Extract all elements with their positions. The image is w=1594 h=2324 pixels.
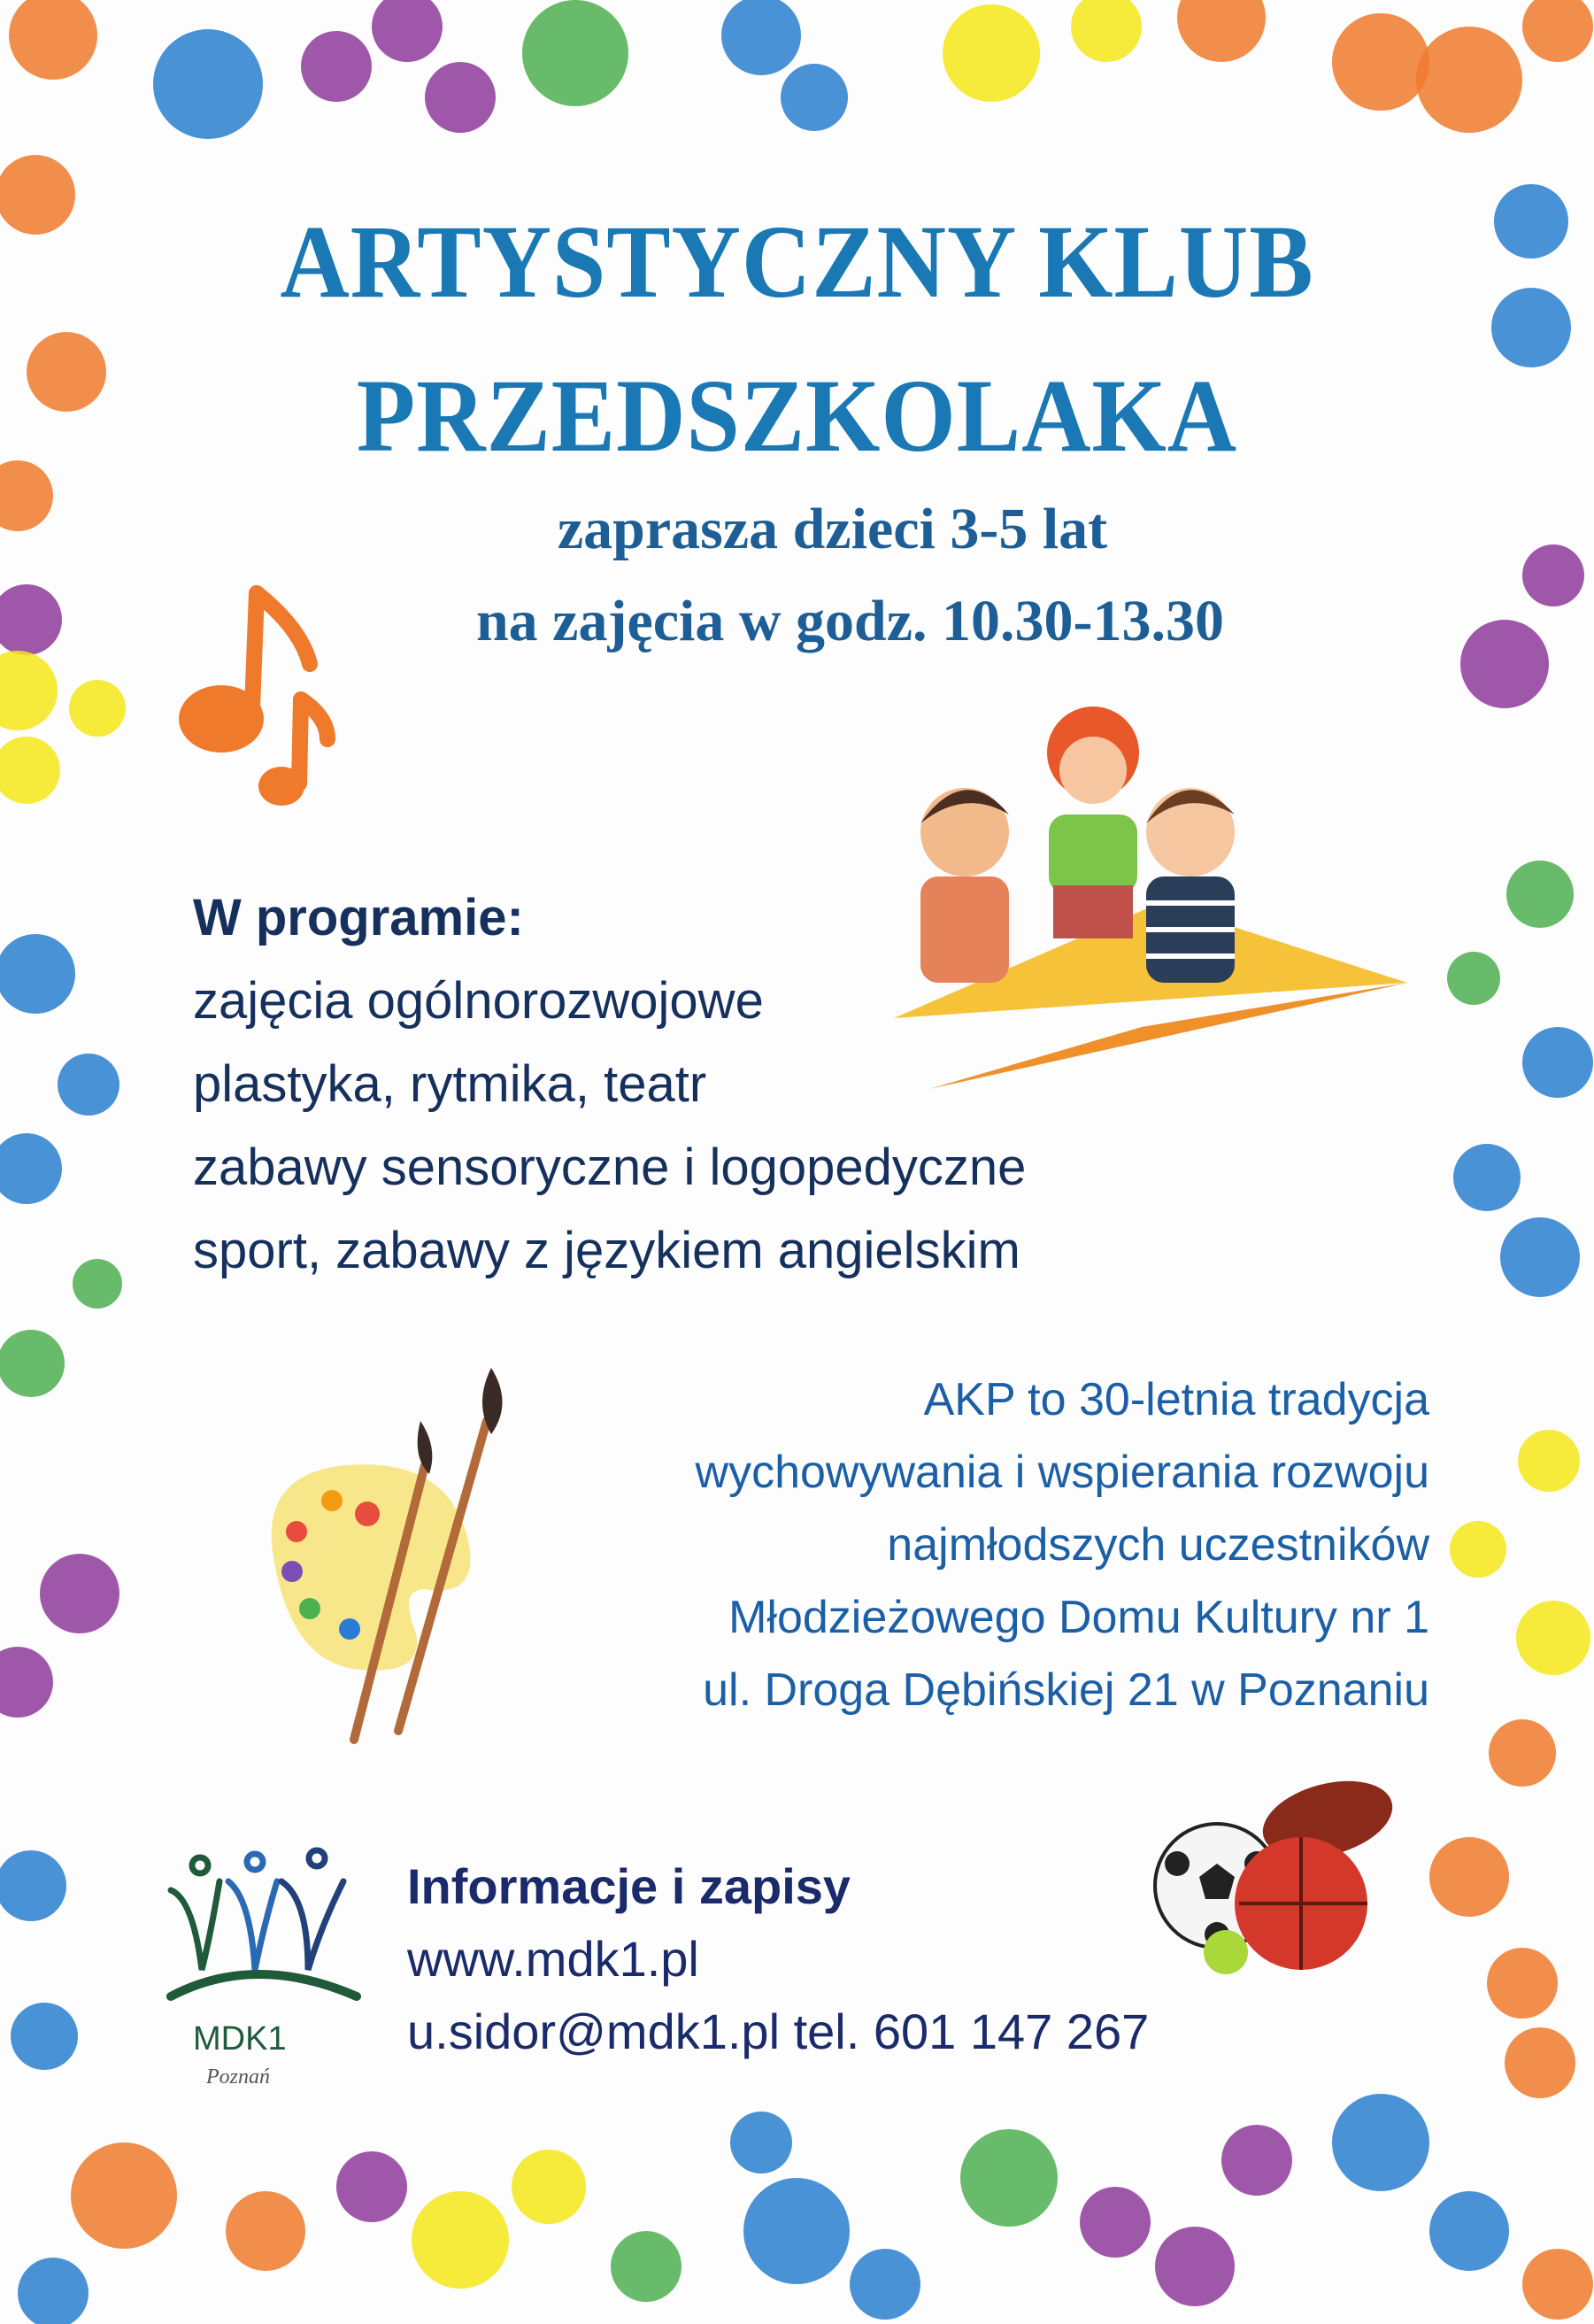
decorative-dot bbox=[1516, 1601, 1590, 1675]
program-item: zabawy sensoryczne i logopedyczne bbox=[193, 1139, 1027, 1196]
logo-city: Poznań bbox=[206, 2065, 270, 2089]
decorative-dot bbox=[1453, 1144, 1521, 1211]
decorative-dot bbox=[1518, 1430, 1580, 1492]
decorative-dot bbox=[11, 2003, 78, 2070]
decorative-dot bbox=[1155, 2227, 1235, 2306]
decorative-dot bbox=[1429, 1837, 1509, 1917]
program-heading: W programie: bbox=[193, 889, 524, 946]
about-line: ul. Droga Dębińskiej 21 w Poznaniu bbox=[703, 1664, 1429, 1716]
decorative-dot bbox=[1506, 861, 1574, 928]
decorative-dot bbox=[1500, 1217, 1580, 1297]
about-line: wychowywania i wspierania rozwoju bbox=[695, 1447, 1429, 1498]
decorative-dot bbox=[512, 2150, 586, 2224]
subtitle-line-1: zaprasza dzieci 3-5 lat bbox=[557, 497, 1108, 561]
decorative-dot bbox=[1489, 1719, 1556, 1787]
decorative-dot bbox=[943, 4, 1040, 102]
decorative-dot bbox=[0, 1133, 62, 1204]
mdk1-logo bbox=[166, 1846, 370, 2094]
decorative-dot bbox=[1221, 2125, 1292, 2196]
decorative-dot bbox=[1447, 952, 1500, 1005]
decorative-dot bbox=[611, 2231, 681, 2302]
decorative-dot bbox=[1429, 2191, 1509, 2271]
decorative-dot bbox=[730, 2112, 792, 2173]
website-link[interactable]: www.mdk1.pl bbox=[407, 1931, 699, 1987]
title-line-2: PRZEDSZKOLAKA bbox=[356, 358, 1238, 474]
about-line: Młodzieżowego Domu Kultury nr 1 bbox=[728, 1592, 1429, 1643]
decorative-dot bbox=[0, 1647, 53, 1718]
decorative-dot bbox=[1080, 2187, 1151, 2258]
decorative-dot bbox=[781, 64, 848, 131]
decorative-dot bbox=[850, 2249, 920, 2320]
decorative-dot bbox=[1177, 0, 1266, 62]
decorative-dot bbox=[1522, 1027, 1593, 1098]
title-line-1: ARTYSTYCZNY KLUB bbox=[280, 204, 1314, 320]
about-section bbox=[696, 1363, 1429, 1726]
decorative-dot bbox=[1505, 2027, 1575, 2098]
program-item: sport, zabawy z językiem angielskim bbox=[193, 1222, 1020, 1279]
decorative-dot bbox=[301, 31, 372, 102]
decorative-dot bbox=[0, 934, 75, 1014]
decorative-dot bbox=[71, 2143, 177, 2249]
program-item: plastyka, rytmika, teatr bbox=[193, 1055, 707, 1113]
decorative-dot bbox=[743, 2178, 850, 2284]
decorative-dot bbox=[9, 0, 97, 80]
decorative-dot bbox=[522, 0, 628, 106]
decorative-dot bbox=[69, 680, 126, 737]
decorative-dot bbox=[721, 0, 801, 75]
decorative-dot bbox=[1416, 27, 1522, 133]
decorative-dot bbox=[372, 0, 443, 62]
program-section bbox=[193, 876, 1026, 1293]
program-item: zajęcia ogólnorozwojowe bbox=[193, 972, 764, 1030]
logo-text: MDK1 bbox=[193, 2020, 287, 2058]
decorative-dot bbox=[1522, 0, 1593, 62]
decorative-dot bbox=[58, 1054, 119, 1116]
contact-heading: Informacje i zapisy bbox=[407, 1858, 851, 1914]
decorative-dot bbox=[412, 2191, 509, 2289]
paint-palette-icon bbox=[248, 1368, 531, 1749]
subtitle-line-2: na zajęcia w godz. 10.30-13.30 bbox=[475, 589, 1225, 653]
decorative-dot bbox=[153, 29, 263, 139]
decorative-dot bbox=[0, 1330, 65, 1397]
decorative-dot bbox=[425, 62, 496, 133]
decorative-dot bbox=[1332, 2094, 1429, 2191]
decorative-dot bbox=[960, 2129, 1058, 2227]
decorative-dot bbox=[1071, 0, 1142, 62]
decorative-dot bbox=[73, 1259, 122, 1309]
decorative-dot bbox=[226, 2191, 305, 2271]
sports-balls-illustration bbox=[1151, 1775, 1416, 1988]
about-line: najmłodszych uczestników bbox=[887, 1519, 1429, 1571]
decorative-dot bbox=[0, 1850, 66, 1921]
email-phone[interactable]: u.sidor@mdk1.pl tel. 601 147 267 bbox=[407, 2004, 1150, 2059]
decorative-dot bbox=[1487, 1948, 1558, 2019]
decorative-dot bbox=[1522, 2249, 1593, 2320]
decorative-dot bbox=[40, 1554, 119, 1633]
decorative-dot bbox=[0, 737, 60, 804]
decorative-dot bbox=[1332, 13, 1429, 111]
music-note-icon bbox=[168, 567, 345, 815]
contact-section bbox=[407, 1850, 1149, 2068]
decorative-dot bbox=[1450, 1521, 1506, 1578]
decorative-dot bbox=[336, 2151, 407, 2222]
about-line: AKP to 30-letnia tradycja bbox=[923, 1374, 1429, 1425]
decorative-dot bbox=[0, 651, 58, 730]
decorative-dot bbox=[18, 2258, 89, 2324]
